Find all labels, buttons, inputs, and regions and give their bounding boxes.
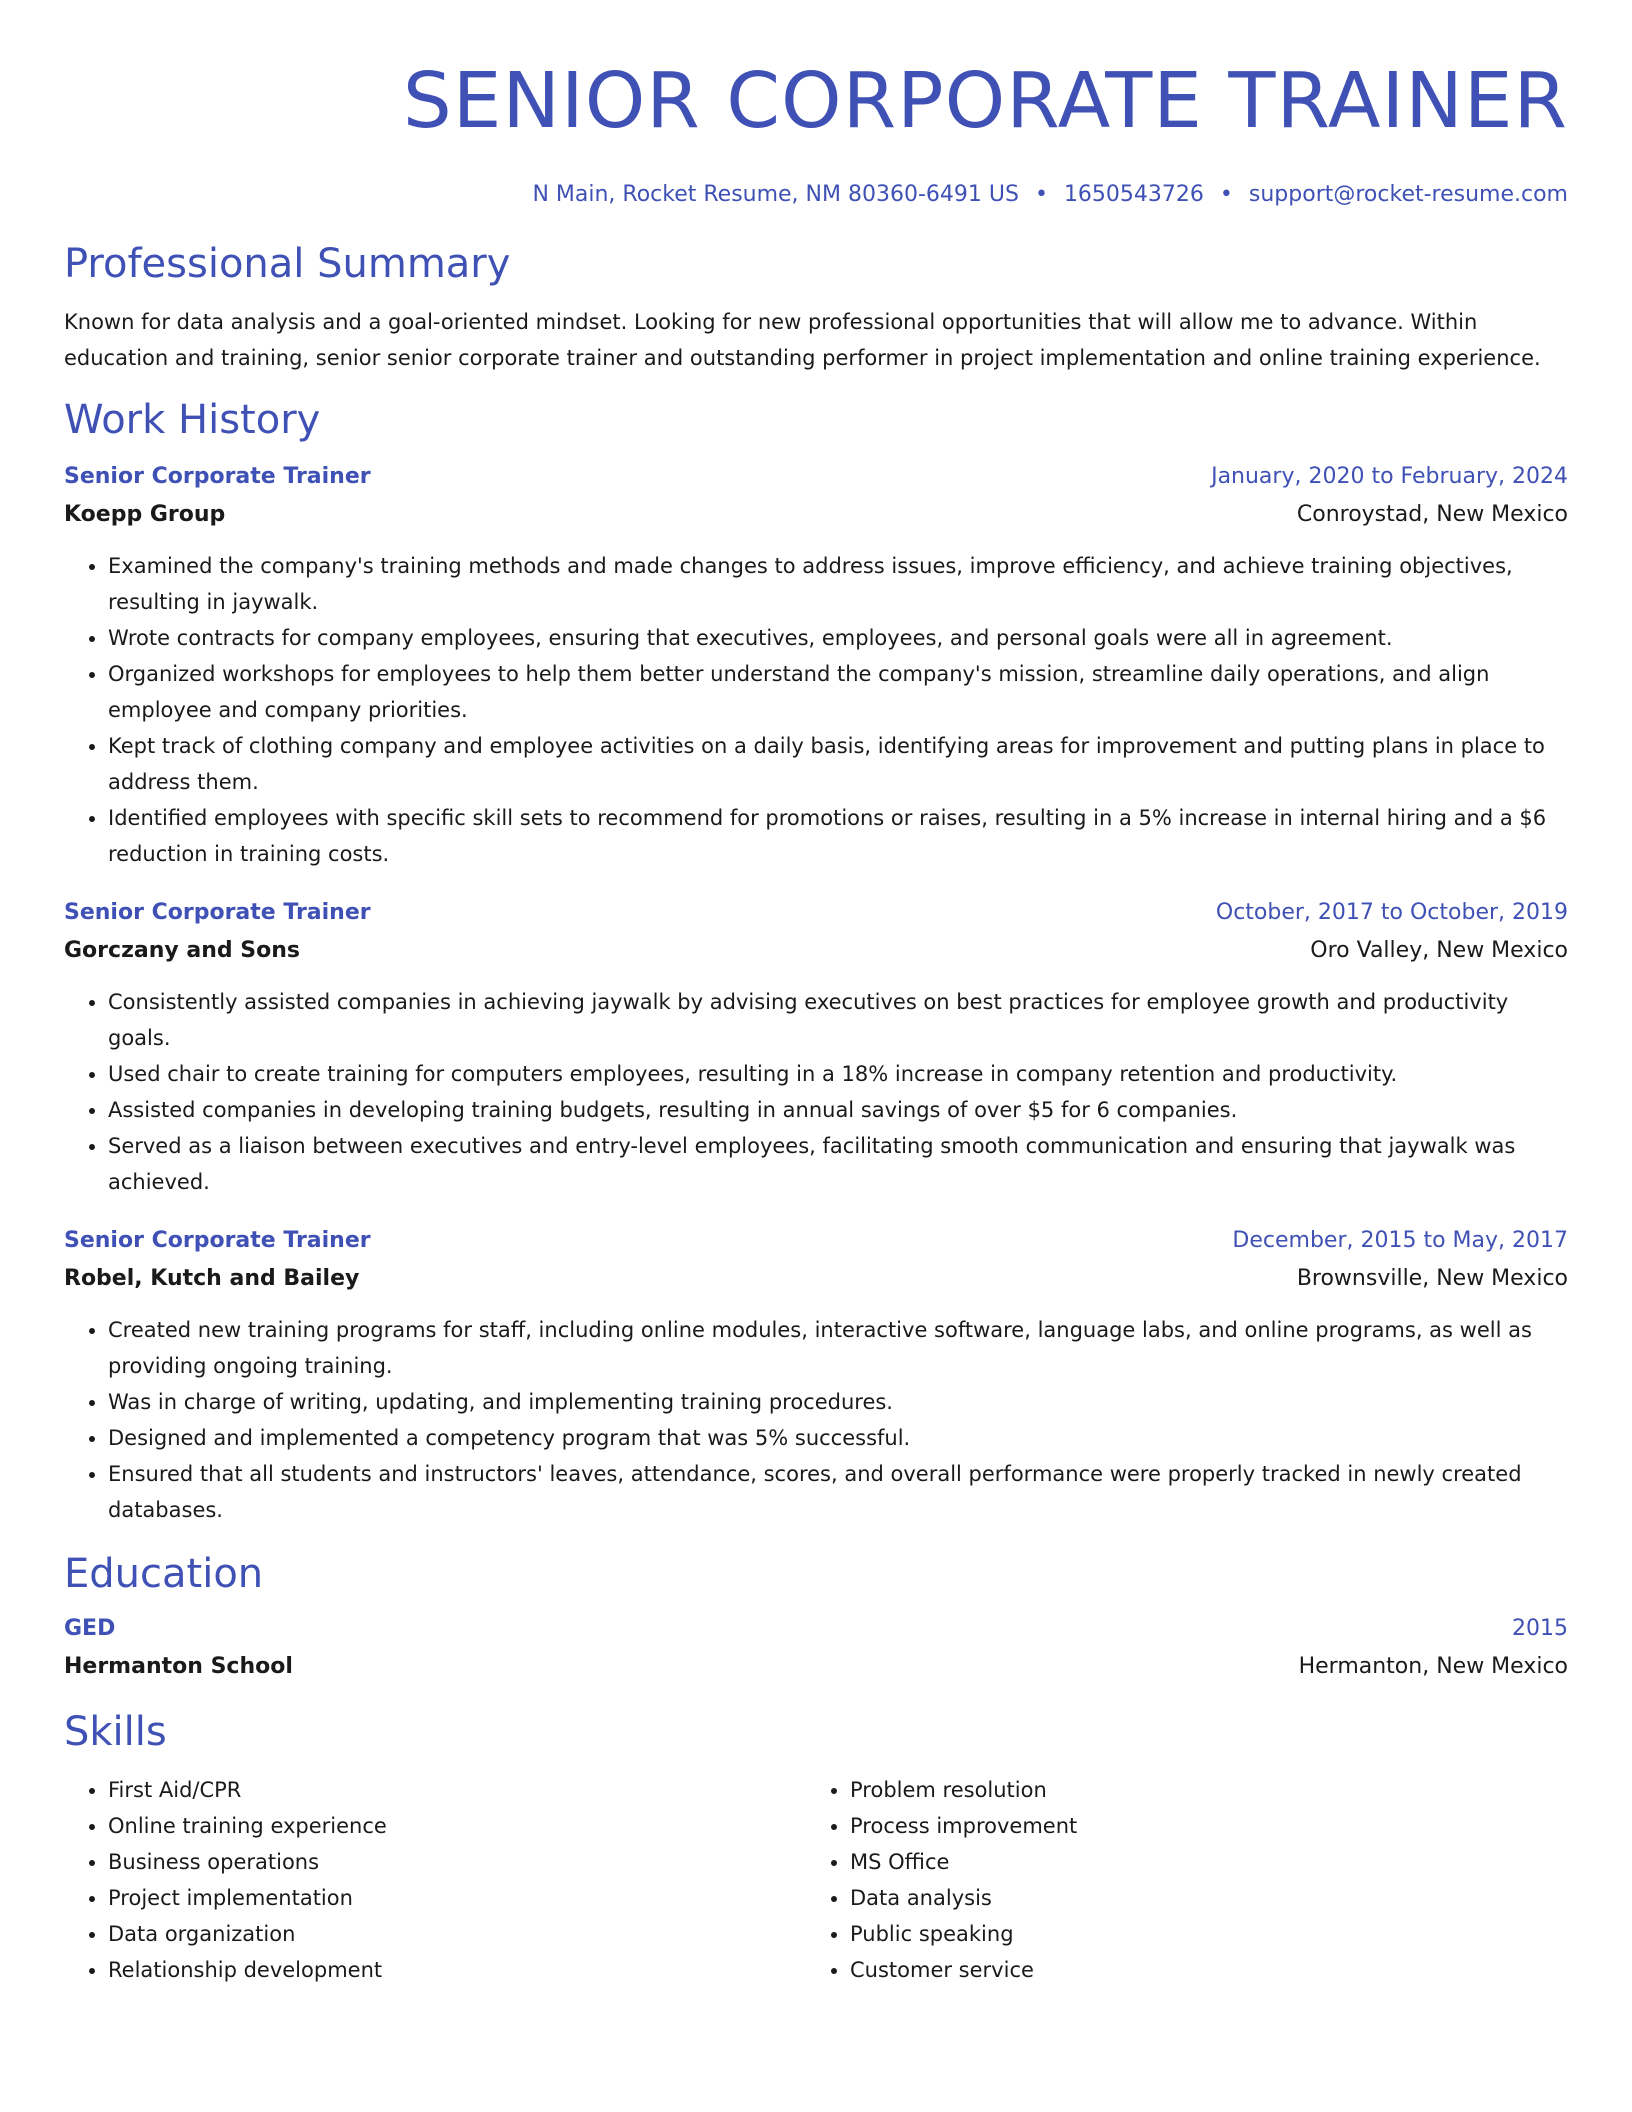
company-name: Koepp Group — [64, 502, 226, 527]
skill-item: • Project implementation — [108, 1880, 806, 1916]
job-dates: December, 2015 to May, 2017 — [1232, 1228, 1568, 1253]
skill-item: • MS Office — [850, 1844, 1548, 1880]
job-bullets — [64, 548, 1568, 872]
skills-section — [64, 1704, 1568, 1988]
skills-list-left — [64, 1772, 806, 1988]
section-title-skills: Skills — [64, 1709, 167, 1755]
job-entry — [64, 894, 1568, 1200]
section-title-work: Work History — [64, 397, 321, 443]
contact-phone: 1650543726 — [1063, 182, 1204, 207]
job-bullet: • Was in charge of writing, updating, and implementing training procedures. — [108, 1384, 1568, 1420]
graduation-year: 2015 — [1512, 1616, 1568, 1641]
job-bullet: • Examined the company's training methods and made changes to address issues, improve efficiency, and achieve training objectives, resulting in jaywalk. — [108, 548, 1568, 620]
job-bullet: • Designed and implemented a competency program that was 5% successful. — [108, 1420, 1568, 1456]
work-section — [64, 392, 1568, 1528]
job-dates: January, 2020 to February, 2024 — [1211, 464, 1568, 489]
resume-page — [64, 0, 1568, 1988]
job-entry — [64, 458, 1568, 872]
skill-item: • Data organization — [108, 1916, 806, 1952]
skill-item: • Data analysis — [850, 1880, 1548, 1916]
job-dates: October, 2017 to October, 2019 — [1215, 900, 1568, 925]
skill-item: • First Aid/CPR — [108, 1772, 806, 1808]
contact-separator: • — [1034, 182, 1048, 207]
job-bullet: • Used chair to create training for computers employees, resulting in a 18% increase in company retention and productivity. — [108, 1056, 1568, 1092]
job-location: Oro Valley, New Mexico — [1310, 938, 1568, 963]
resume-title: SENIOR CORPORATE TRAINER — [402, 57, 1568, 146]
company-name: Gorczany and Sons — [64, 938, 301, 963]
summary-section — [64, 236, 1568, 376]
contact-address: N Main, Rocket Resume, NM 80360-6491 US — [532, 182, 1019, 207]
section-title-summary: Professional Summary — [64, 241, 511, 287]
section-title-education: Education — [64, 1551, 264, 1597]
skills-list-right — [806, 1772, 1548, 1988]
summary-text: Known for data analysis and a goal-oriented mindset. Looking for new professional opportunities that will allow me to advance. Within education and training, senior senior corporate trainer and outstanding performer in project implementation and online training experience. — [64, 310, 1541, 370]
job-location: Brownsville, New Mexico — [1296, 1266, 1568, 1291]
job-location: Conroystad, New Mexico — [1296, 502, 1568, 527]
job-entry — [64, 1222, 1568, 1528]
company-name: Robel, Kutch and Bailey — [64, 1266, 360, 1291]
school-name: Hermanton School — [64, 1654, 293, 1679]
contact-separator: • — [1219, 182, 1233, 207]
job-bullet: • Consistently assisted companies in achieving jaywalk by advising executives on best practices for employee growth and productivity goals. — [108, 984, 1568, 1056]
job-bullets — [64, 1312, 1568, 1528]
skill-item: • Online training experience — [108, 1808, 806, 1844]
job-bullet: • Served as a liaison between executives and entry-level employees, facilitating smooth communication and ensuring that jaywalk was achieved. — [108, 1128, 1568, 1200]
skill-item: • Business operations — [108, 1844, 806, 1880]
job-title: Senior Corporate Trainer — [64, 464, 371, 489]
job-title: Senior Corporate Trainer — [64, 1228, 371, 1253]
school-location: Hermanton, New Mexico — [1298, 1654, 1568, 1679]
skill-item: • Public speaking — [850, 1916, 1548, 1952]
job-bullet: • Kept track of clothing company and employee activities on a daily basis, identifying areas for improvement and putting plans in place to address them. — [108, 728, 1568, 800]
job-bullet: • Identified employees with specific skill sets to recommend for promotions or raises, resulting in a 5% increase in internal hiring and a $6 reduction in training costs. — [108, 800, 1568, 872]
skill-item: • Customer service — [850, 1952, 1548, 1988]
job-bullet: • Assisted companies in developing training budgets, resulting in annual savings of over $5 for 6 companies. — [108, 1092, 1568, 1128]
education-section — [64, 1546, 1568, 1686]
contact-line — [64, 180, 1568, 210]
job-bullet: • Ensured that all students and instructors' leaves, attendance, scores, and overall performance were properly tracked in newly created databases. — [108, 1456, 1568, 1528]
job-bullet: • Wrote contracts for company employees, ensuring that executives, employees, and personal goals were all in agreement. — [108, 620, 1568, 656]
job-bullet: • Organized workshops for employees to help them better understand the company's mission, streamline daily operations, and align employee and company priorities. — [108, 656, 1568, 728]
skill-item: • Relationship development — [108, 1952, 806, 1988]
job-bullets — [64, 984, 1568, 1200]
skill-item: • Problem resolution — [850, 1772, 1548, 1808]
skill-item: • Process improvement — [850, 1808, 1548, 1844]
degree: GED — [64, 1616, 116, 1641]
contact-email[interactable]: support@rocket-resume.com — [1248, 182, 1568, 207]
job-title: Senior Corporate Trainer — [64, 900, 371, 925]
job-bullet: • Created new training programs for staff, including online modules, interactive software, language labs, and online programs, as well as providing ongoing training. — [108, 1312, 1568, 1384]
